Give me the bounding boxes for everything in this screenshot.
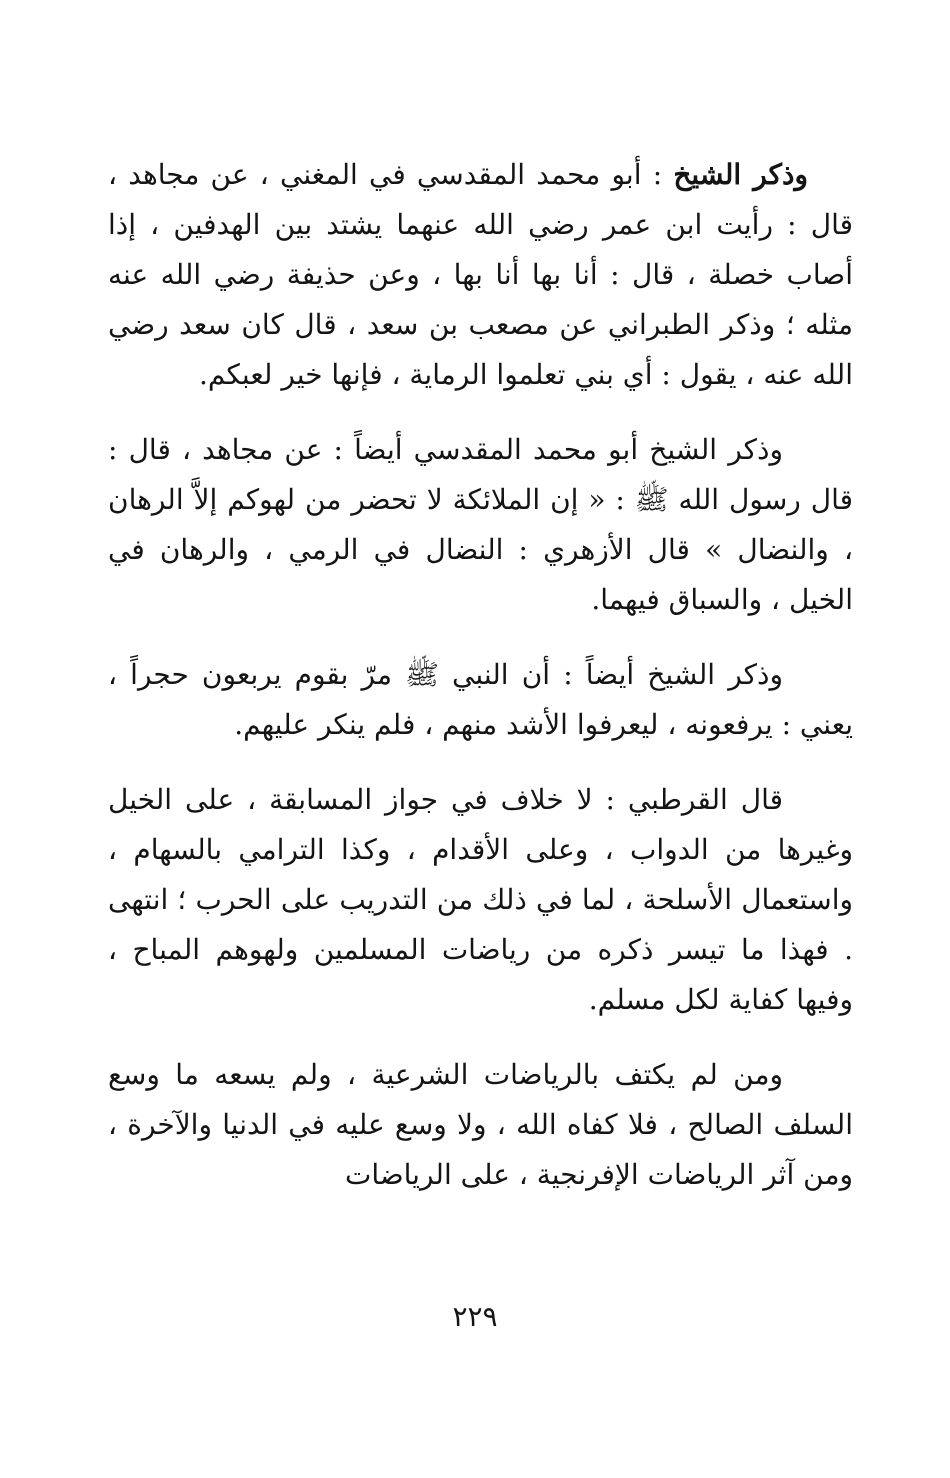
paragraph-1 (108, 150, 853, 400)
paragraph-2: وذكر الشيخ أبو محمد المقدسي أيضاً : عن مجاهد ، قال : قال رسول الله ﷺ : « إن الملائكة لا تحضر من لهوكم إلاَّ الرهان ، والنضال » قال الأزهري : النضال في الرمي ، والرهان في الخيل ، والسباق فيهما. (108, 433, 853, 616)
paragraph-1-lead: وذكر الشيخ (673, 158, 808, 191)
paragraph-3: وذكر الشيخ أيضاً : أن النبي ﷺ مرّ بقوم يربعون حجراً ، يعني : يرفعونه ، ليعرفوا الأشد منهم ، فلم ينكر عليهم. (108, 658, 853, 741)
paragraph-1-text: : أبو محمد المقدسي في المغني ، عن مجاهد ، قال : رأيت ابن عمر رضي الله عنهما يشتد بين الهدفين ، إذا أصاب خصلة ، قال : أنا بها أنا بها ، وعن حذيفة رضي الله عنه مثله ؛ وذكر الطبراني عن مصعب بن سعد ، قال كان سعد رضي الله عنه ، يقول : أي بني تعلموا الرماية ، فإنها خير لعبكم. (108, 158, 853, 391)
page-number: ٢٢٩ (452, 1300, 498, 1333)
page-body (108, 150, 853, 1350)
paragraph-5: ومن لم يكتف بالرياضات الشرعية ، ولم يسعه ما وسع السلف الصالح ، فلا كفاه الله ، ولا وسع عليه في الدنيا والآخرة ، ومن آثر الرياضات الإفرنجية ، على الرياضات (108, 1058, 853, 1191)
paragraph-4: قال القرطبي : لا خلاف في جواز المسابقة ، على الخيل وغيرها من الدواب ، وعلى الأقدام ، وكذا الترامي بالسهام ، واستعمال الأسلحة ، لما في ذلك من التدريب على الحرب ؛ انتهى . فهذا ما تيسر ذكره من رياضات المسلمين ولهوهم المباح ، وفيها كفاية لكل مسلم. (108, 783, 853, 1016)
